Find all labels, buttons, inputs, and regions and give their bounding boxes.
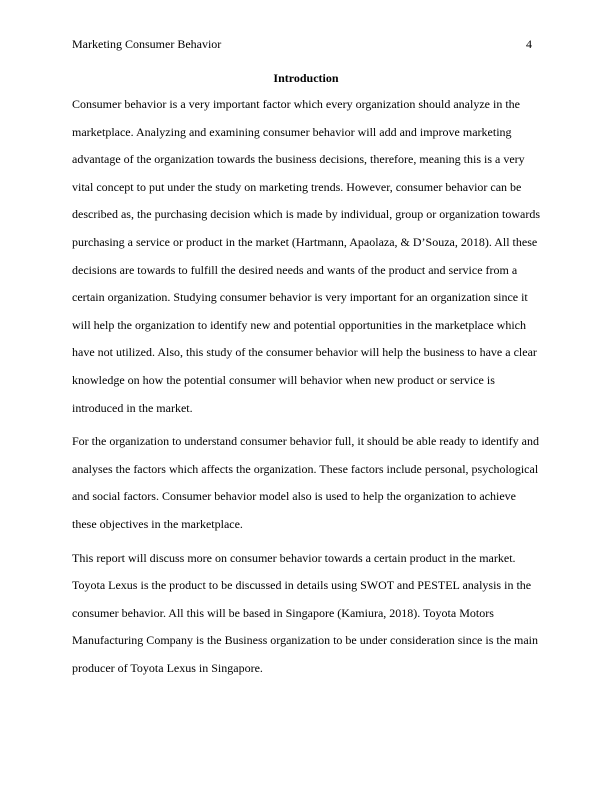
running-head: Marketing Consumer Behavior [72,37,222,51]
body-text [72,91,542,688]
page-header [72,36,532,52]
paragraph-2: For the organization to understand consumer behavior full, it should be able ready to identify and analyses the factors which affects the organization. These factors include personal, psychological and social factors. Consumer behavior model also is used to help the organization to achieve these objectives in the marketplace. [72,434,539,531]
paragraph-1: Consumer behavior is a very important factor which every organization should analyze in the marketplace. Analyzing and examining consumer behavior will add and improve marketing advantage of the organization towards the business decisions, therefore, meaning this is a very vital concept to put under the study on marketing trends. However, consumer behavior can be described as, the purchasing decision which is made by individual, group or organization towards purchasing a service or product in the market (Hartmann, Apaolaza, & D’Souza, 2018). All these decisions are towards to fulfill the desired needs and wants of the product and service from a certain organization. Studying consumer behavior is very important for an organization since it will help the organization to identify new and potential opportunities in the marketplace which have not utilized. Also, this study of the consumer behavior will help the business to have a clear knowledge on how the potential consumer will behavior when new product or service is introduced in the market. [72,97,540,415]
section-heading: Introduction [273,71,339,85]
page-number: 4 [526,37,532,51]
paragraph-3: This report will discuss more on consumer behavior towards a certain product in the market. Toyota Lexus is the product to be discussed in details using SWOT and PESTEL analysis in the consumer behavior. All this will be based in Singapore (Kamiura, 2018). Toyota Motors Manufacturing Company is the Business organization to be under consideration since is the main producer of Toyota Lexus in Singapore. [72,550,539,675]
